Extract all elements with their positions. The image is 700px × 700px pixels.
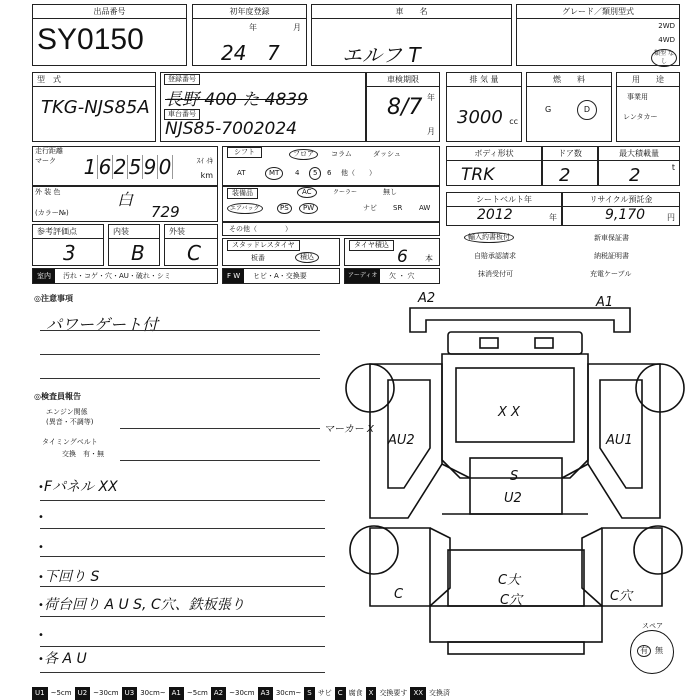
legend-desc: ~5cm bbox=[50, 689, 72, 697]
displacement-label: 排 気 量 bbox=[447, 73, 521, 87]
aerial-items: 欠 ・ 穴 bbox=[389, 272, 415, 280]
diag-a2: A2 bbox=[418, 291, 436, 306]
legend-desc: 交換済 bbox=[429, 689, 451, 697]
drive-none: 類型 なし bbox=[651, 49, 677, 67]
doors-box bbox=[542, 146, 598, 186]
diag-center-s: S bbox=[510, 469, 519, 484]
first-registration-box bbox=[192, 4, 307, 66]
diag-center-u2: U2 bbox=[504, 491, 522, 506]
legend-desc: ~30cm bbox=[93, 689, 119, 697]
diag-bed-2: C穴 bbox=[500, 593, 523, 608]
aerial-label: アーディオ bbox=[345, 269, 380, 283]
recycle-box bbox=[562, 192, 680, 226]
legend-desc: 交換要す bbox=[379, 689, 408, 697]
caution-text: パワーゲート付 bbox=[46, 315, 159, 334]
fuel-box bbox=[526, 72, 612, 142]
studless-box bbox=[222, 238, 340, 266]
displacement-box bbox=[446, 72, 522, 142]
shift-6: 6 bbox=[327, 169, 332, 177]
legend-code: U1 bbox=[32, 687, 48, 700]
doc-item: 充電ケーブル bbox=[590, 270, 632, 278]
equip-pw: PW bbox=[299, 203, 318, 214]
rear-bumper bbox=[430, 606, 602, 642]
fw-label: F W bbox=[223, 269, 244, 283]
diag-left-c: C bbox=[394, 587, 404, 602]
car-name-box bbox=[311, 4, 512, 66]
shift-at: AT bbox=[237, 169, 246, 177]
legend-code: A1 bbox=[169, 687, 184, 700]
cab-roof bbox=[448, 332, 582, 354]
score-label: 参考評価点 bbox=[33, 225, 103, 239]
equipment-other-box bbox=[222, 222, 440, 236]
fw-items: ヒビ・A・交換要 bbox=[253, 272, 307, 280]
equip-airbag: エアバッグ bbox=[227, 203, 263, 214]
legend-code: A2 bbox=[211, 687, 226, 700]
doc-item: 輸入約書板付 bbox=[464, 232, 514, 243]
capacity-value: 2 bbox=[629, 165, 641, 186]
diag-right-door: AU1 bbox=[606, 433, 633, 448]
seatbelt-label: シートベルト年 bbox=[447, 193, 561, 207]
room-label: 室内 bbox=[33, 269, 55, 283]
reg-month-value: 7 bbox=[267, 41, 280, 65]
legend-code: S bbox=[304, 687, 314, 700]
legend-desc: 30cm~ bbox=[140, 689, 166, 697]
lot-number-value: SY0150 bbox=[37, 23, 144, 56]
capacity-box bbox=[598, 146, 680, 186]
model-label: 型 式 bbox=[33, 73, 155, 87]
diag-right-c: C穴 bbox=[610, 589, 633, 604]
tire-value: 6 bbox=[397, 247, 408, 267]
seatbelt-value: 2012 bbox=[477, 207, 513, 223]
timing-sub: 交換 有・無 bbox=[62, 450, 104, 458]
diag-roof: X X bbox=[498, 405, 520, 420]
inspection-box bbox=[366, 72, 440, 142]
engine-label: エンジン関係 bbox=[46, 408, 88, 416]
legend-code: X bbox=[366, 687, 377, 700]
usage-business: 事業用 bbox=[627, 93, 648, 101]
inspection-label: 車検期限 bbox=[367, 73, 439, 87]
year-unit: 年 bbox=[249, 23, 257, 32]
shift-box bbox=[222, 146, 440, 186]
equip-ps: PS bbox=[277, 203, 292, 214]
mileage-digit: 2 bbox=[113, 155, 127, 179]
wheel-rear-right bbox=[634, 526, 682, 574]
tire-box bbox=[344, 238, 440, 266]
diag-marker: マーカー X bbox=[324, 424, 374, 435]
shift-dash: ダッシュ bbox=[373, 150, 401, 158]
seatbelt-unit: 年 bbox=[549, 213, 557, 222]
inspection-month-unit: 月 bbox=[427, 127, 435, 136]
registration-box bbox=[160, 72, 366, 142]
aerial-box bbox=[344, 268, 440, 284]
legend-code: XX bbox=[410, 687, 426, 700]
equip-ac: AC bbox=[297, 187, 317, 198]
body-value: TRK bbox=[461, 165, 495, 185]
mileage-box bbox=[32, 146, 218, 186]
legend-code: U3 bbox=[122, 687, 138, 700]
shift-column: コラム bbox=[331, 150, 352, 158]
mileage-digit: 6 bbox=[98, 155, 112, 179]
doors-label: ドア数 bbox=[543, 147, 597, 161]
studless-b: 積込 bbox=[295, 252, 319, 263]
color-value: 白 bbox=[117, 190, 134, 209]
mileage-digit: 5 bbox=[128, 155, 142, 179]
equip-cooler: クーラー bbox=[333, 189, 358, 196]
color-no-value: 729 bbox=[151, 203, 180, 221]
inspector-item: Fパネル XX bbox=[44, 479, 118, 495]
recycle-label: リサイクル預託金 bbox=[563, 193, 679, 207]
spare-label: スペア bbox=[642, 622, 663, 630]
legend-desc: ~30cm bbox=[229, 689, 255, 697]
spare-no: 無 bbox=[655, 646, 663, 655]
wheel-rear-left bbox=[350, 526, 398, 574]
legend-code: U2 bbox=[75, 687, 91, 700]
fuel-label: 燃 料 bbox=[527, 73, 611, 87]
seatbelt-box bbox=[446, 192, 562, 226]
equip-none: 無し bbox=[383, 188, 397, 196]
inspector-item: 下回り S bbox=[44, 569, 100, 585]
exterior-label: 外装 bbox=[165, 225, 217, 239]
chassis-label: 車台番号 bbox=[164, 109, 200, 120]
inspection-year-unit: 年 bbox=[427, 93, 435, 102]
chassis-value: NJS85-7002024 bbox=[165, 119, 297, 139]
equipment-label: 装備品 bbox=[227, 188, 258, 199]
recycle-unit: 円 bbox=[667, 213, 675, 222]
car-name-label: 車 名 bbox=[312, 5, 511, 19]
registration-value: 長野 400 た 4839 bbox=[165, 90, 308, 110]
equip-other: その他（ ） bbox=[229, 225, 292, 233]
lot-number-label: 出品番号 bbox=[33, 5, 186, 19]
spare-circle bbox=[630, 630, 674, 674]
fw-box bbox=[222, 268, 340, 284]
engine-sub: (異音・不調等) bbox=[46, 418, 94, 426]
reg-year-value: 24 bbox=[221, 41, 247, 65]
grade-label: グレード／類別型式 bbox=[517, 5, 679, 19]
lot-number-box bbox=[32, 4, 187, 66]
diag-bed-1: C大 bbox=[498, 573, 521, 588]
usage-box bbox=[616, 72, 680, 142]
body-label: ボディ形状 bbox=[447, 147, 541, 161]
score-box bbox=[32, 224, 104, 266]
shift-label: シフト bbox=[227, 147, 262, 158]
equip-navi: ナビ bbox=[363, 204, 377, 212]
color-label: 外 装 色 bbox=[35, 188, 61, 196]
legend-code: C bbox=[335, 687, 346, 700]
drive-2wd: 2WD bbox=[658, 22, 675, 30]
shift-5: 5 bbox=[309, 167, 321, 180]
timing-label: タイミングベルト bbox=[42, 438, 98, 446]
shift-floor: フロア bbox=[289, 149, 318, 160]
doc-item: 抹消受付可 bbox=[478, 270, 513, 278]
shift-other: 他（ ） bbox=[341, 169, 376, 177]
model-box bbox=[32, 72, 156, 142]
mileage-digits bbox=[83, 155, 173, 179]
model-value: TKG-NJS85A bbox=[41, 97, 150, 118]
first-registration-label: 初年度登録 bbox=[193, 5, 306, 19]
score-value: 3 bbox=[63, 241, 76, 265]
inspector-item: 荷台回り A U S, C穴、鉄板張り bbox=[44, 597, 245, 613]
capacity-unit: t bbox=[671, 163, 675, 172]
registration-label: 登録番号 bbox=[164, 74, 200, 85]
room-items: 汚れ・コゲ・穴・AU・破れ・シミ bbox=[63, 272, 171, 280]
capacity-label: 最大積載量 bbox=[599, 147, 679, 161]
grade-box bbox=[516, 4, 680, 66]
car-name-value: エルフ T bbox=[342, 43, 421, 67]
diag-a1: A1 bbox=[596, 295, 614, 310]
drive-4wd: 4WD bbox=[658, 36, 675, 44]
shift-mt: MT bbox=[265, 167, 283, 180]
front-bumper bbox=[410, 308, 630, 332]
fuel-g: G bbox=[545, 105, 552, 114]
usage-label: 用 途 bbox=[617, 73, 679, 87]
fuel-d: D bbox=[577, 100, 597, 120]
mileage-digit: 9 bbox=[143, 155, 157, 179]
mileage-digit: 1 bbox=[83, 155, 97, 179]
recycle-value: 9,170 bbox=[605, 207, 646, 223]
room-box bbox=[32, 268, 218, 284]
color-box bbox=[32, 186, 218, 222]
mileage-mark: マーク bbox=[35, 157, 56, 165]
studless-label: スタッドレスタイヤ bbox=[227, 240, 300, 251]
interior-label: 内装 bbox=[109, 225, 159, 239]
color-no-label: (カラー№) bbox=[35, 209, 69, 217]
interior-value: B bbox=[131, 241, 145, 265]
inspection-value: 8/7 bbox=[387, 95, 423, 120]
diag-left-door: AU2 bbox=[388, 433, 415, 448]
caution-title: ◎注意事項 bbox=[34, 294, 73, 303]
usage-rental: レンタカー bbox=[623, 113, 658, 121]
studless-a: 板番 bbox=[251, 254, 265, 262]
equip-sr: SR bbox=[393, 204, 403, 212]
mileage-label: 走行距離 bbox=[35, 147, 63, 155]
equipment-box bbox=[222, 186, 440, 222]
exterior-box bbox=[164, 224, 218, 266]
month-unit: 月 bbox=[293, 23, 301, 32]
doors-value: 2 bbox=[559, 165, 571, 186]
spare-yes: 有 bbox=[637, 645, 651, 657]
legend-desc: 30cm~ bbox=[275, 689, 302, 697]
legend-desc: サビ bbox=[317, 689, 332, 697]
doc-item: 新車保証書 bbox=[594, 234, 629, 242]
equip-aw: AW bbox=[419, 204, 431, 212]
displacement-unit: cc bbox=[509, 117, 518, 126]
tire-unit: 本 bbox=[425, 254, 433, 263]
tire-label: タイヤ積込 bbox=[349, 240, 394, 251]
inspector-item: 各 A U bbox=[44, 651, 87, 667]
legend-desc: 腐食 bbox=[348, 689, 363, 697]
mileage-unit: km bbox=[200, 171, 213, 180]
doc-item: 納税証明書 bbox=[594, 252, 629, 260]
legend-desc: ~5cm bbox=[186, 689, 208, 697]
interior-box bbox=[108, 224, 160, 266]
mileage-digit: 0 bbox=[158, 155, 172, 179]
body-box bbox=[446, 146, 542, 186]
exterior-value: C bbox=[187, 241, 201, 265]
legend-code: A3 bbox=[258, 687, 273, 700]
doc-item: 自賠承認請求 bbox=[474, 252, 516, 260]
documents-grid bbox=[462, 230, 680, 282]
inspector-title: ◎検査員報告 bbox=[34, 392, 81, 401]
shift-4: 4 bbox=[295, 169, 300, 177]
legend-bar bbox=[32, 687, 700, 700]
displacement-value: 3000 bbox=[457, 107, 503, 128]
mileage-note: ｽｲ ｲｷ bbox=[196, 157, 213, 165]
